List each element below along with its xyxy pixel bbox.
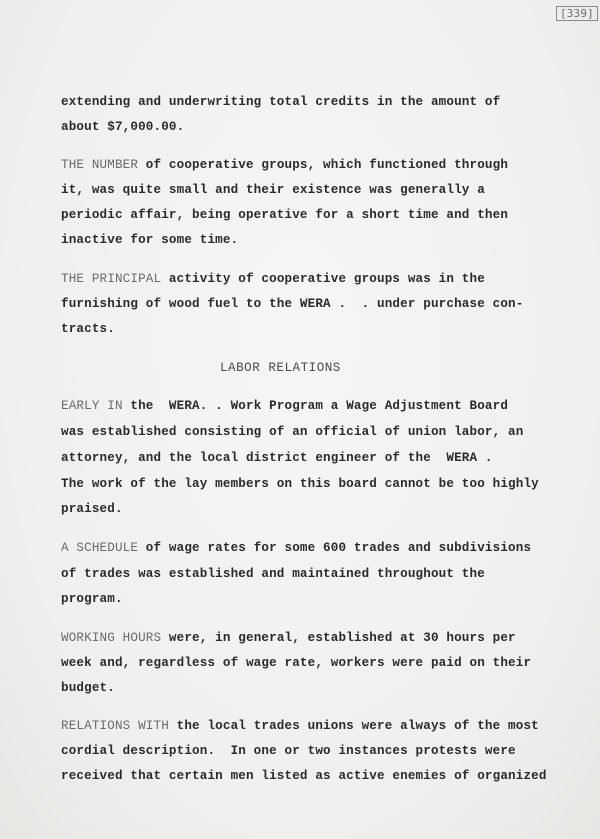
paragraph-7-line-2: cordial description. In one or two instances protests were: [61, 744, 516, 758]
paragraph-3-line-3: tracts.: [61, 322, 115, 336]
paragraph-4-line-4: The work of the lay members on this board cannot be too highly: [61, 477, 539, 491]
paragraph-7-line-1-text: the local trades unions were always of the most: [168, 719, 539, 733]
paragraph-5-line-1-text: of wage rates for some 600 trades and subdivisions: [138, 541, 532, 555]
paragraph-4-line-3: attorney, and the local district engineer of the WERA .: [61, 451, 493, 465]
paragraph-4-line-5: praised.: [61, 502, 123, 516]
paragraph-1-line-2: about $7,000.00.: [61, 120, 185, 134]
paragraph-7-line-1: [61, 718, 539, 734]
paragraph-4-line-2: was established consisting of an official of union labor, an: [61, 425, 524, 439]
paragraph-2-lead: THE NUMBER: [61, 158, 139, 172]
paragraph-3-line-1: [61, 271, 485, 287]
paragraph-2-line-2: it, was quite small and their existence was generally a: [61, 183, 485, 197]
paragraph-6-line-1-text: were, in general, established at 30 hours per: [161, 631, 516, 645]
paragraph-2-line-3: periodic affair, being operative for a short time and then: [61, 208, 509, 222]
paragraph-5-line-1: [61, 540, 531, 556]
paragraph-2-line-1: [61, 157, 508, 173]
paragraph-2-line-4: inactive for some time.: [61, 233, 239, 247]
paragraph-6-line-2: week and, regardless of wage rate, workers were paid on their: [61, 656, 532, 670]
paragraph-4-lead: EARLY IN: [61, 399, 123, 413]
section-heading: LABOR RELATIONS: [220, 361, 341, 375]
paragraph-3-lead: THE PRINCIPAL: [61, 272, 162, 286]
paragraph-6-line-1: [61, 630, 516, 646]
paragraph-6-lead: WORKING HOURS: [61, 631, 162, 645]
paragraph-7-lead: RELATIONS WITH: [61, 719, 169, 733]
paragraph-4-line-1-text: the WERA. . Work Program a Wage Adjustment Board: [122, 399, 509, 413]
paragraph-7-line-3: received that certain men listed as active enemies of organized: [61, 769, 547, 783]
paragraph-3-line-1-text: activity of cooperative groups was in the: [161, 272, 485, 286]
page-number: [339]: [556, 6, 598, 21]
paragraph-4-line-1: [61, 398, 508, 414]
paragraph-5-line-3: program.: [61, 592, 123, 606]
paragraph-5-line-2: of trades was established and maintained throughout the: [61, 567, 485, 581]
paragraph-3-line-2: furnishing of wood fuel to the WERA . . under purchase con-: [61, 297, 524, 311]
paragraph-5-lead: A SCHEDULE: [61, 541, 139, 555]
paragraph-1-line-1: extending and underwriting total credits in the amount of: [61, 95, 501, 109]
paragraph-2-line-1-text: of cooperative groups, which functioned through: [138, 158, 509, 172]
paragraph-6-line-3: budget.: [61, 681, 115, 695]
